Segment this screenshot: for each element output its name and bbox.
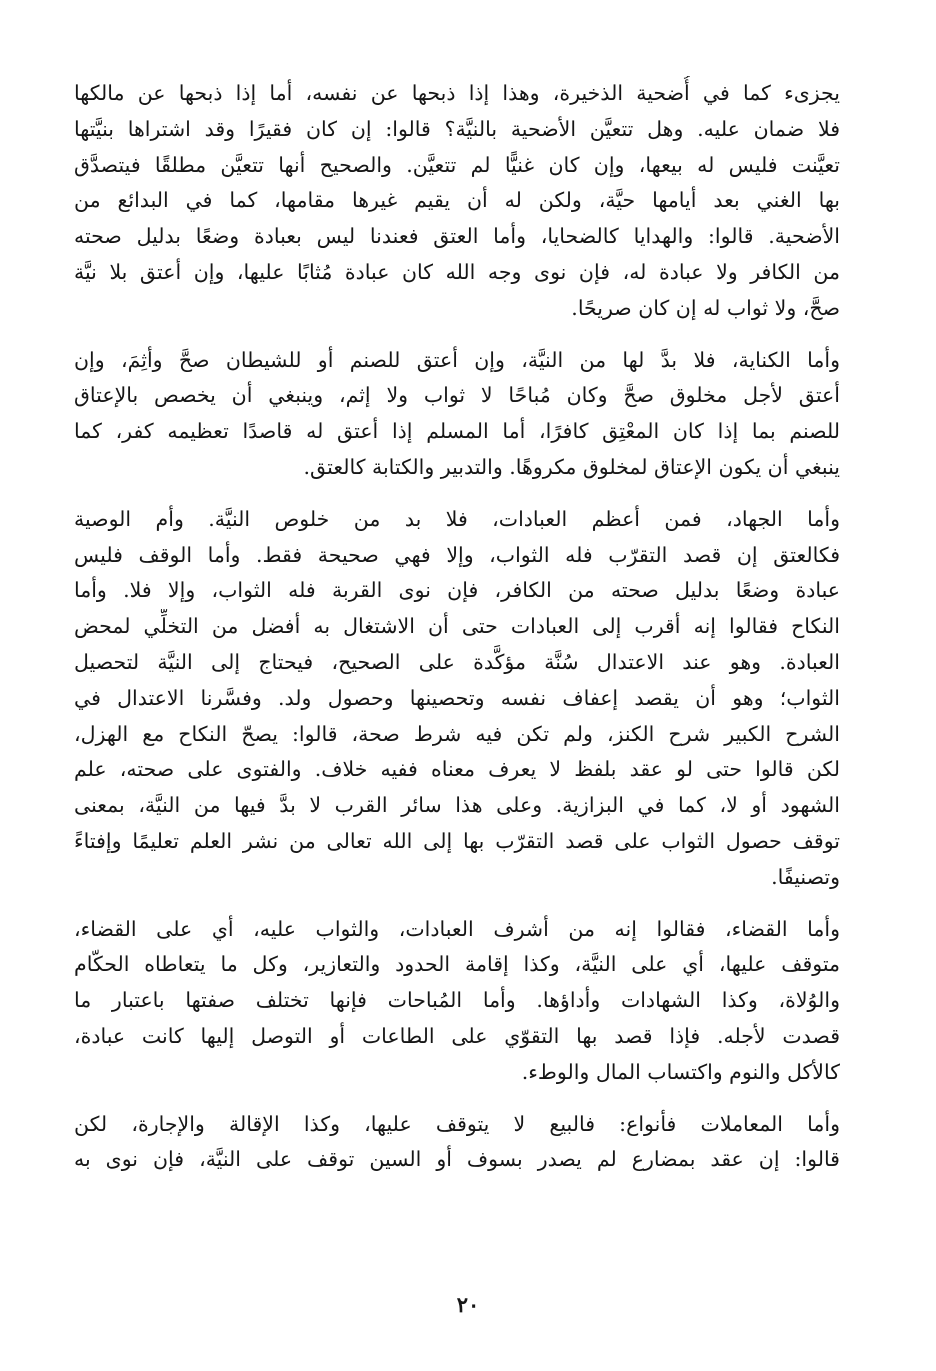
text-line: الشرح الكبير شرح الكنز، ولم تكن فيه شرط صحة، قالوا: يصحّ النكاح مع الهزل، [74, 721, 840, 746]
text-line: والوُلاة، وكذا الشهادات وأداؤها. وأما المُباحات فإنها تختلف صفتها باعتبار ما [74, 988, 840, 1013]
text-line: قصدت لأجله. فإذا قصد بها التقوّي على الطاعات أو التوصل إليها كانت عبادة، [74, 1023, 840, 1048]
text-line: وأما الكناية، فلا بدَّ لها من النيَّة، وإن أعتق للصنم أو للشيطان صحَّ وأثِمَ، وإن [74, 347, 840, 372]
text-line: لكن قالوا حتى لو عقد بلفظ لا يعرف معناه ففيه خلاف. والفتوى على صحته، علم [74, 757, 840, 782]
text-line: الشهود أو لا، كما في البزازية. وعلى هذا سائر القرب لا بدَّ فيها من النيَّة، بمعنى [74, 793, 840, 818]
text-line: الثواب؛ وهو أن يقصد إعفاف نفسه وتحصينها وحصول ولد. وفسَّرنا الاعتدال في [74, 685, 840, 710]
text-line: توقف حصول الثواب على قصد التقرّب بها إلى الله تعالى من نشر العلم تعليمًا وإفتاءً [74, 828, 840, 853]
text-line: فلا ضمان عليه. وهل تتعيَّن الأضحية بالنيَّة؟ قالوا: إن كان فقيرًا وقد اشتراها بنيَّتها [74, 116, 840, 141]
page-body [74, 76, 840, 1194]
text-line: قالوا: إن عقد بمضارع لم يصدر بسوف أو السين توقف على النيَّة، فإن نوى به [74, 1147, 840, 1172]
text-line: وأما الجهاد، فمن أعظم العبادات، فلا بد من خلوص النيَّة. وأم الوصية [74, 506, 840, 531]
paragraph-judgeship [74, 912, 840, 1091]
text-line: فكالعتق إن قصد التقرّب فله الثواب، وإلا فهي صحيحة فقط. وأما الوقف فليس [74, 542, 840, 567]
text-line: وتصنيفًا. [771, 864, 840, 889]
text-line: النكاح فقالوا إنه أقرب إلى العبادات حتى أن الاشتغال به أفضل من التخلِّي لمحض [74, 614, 840, 639]
text-line: أعتق لأجل مخلوق صحَّ وكان مُباحًا لا ثواب ولا إثم، وينبغي أن يخصص بالإعتاق [74, 383, 840, 408]
text-line: بها الغني بعد أيامها حيَّة، ولكن له أن يقيم غيرها مقامها، كما في البدائع من [74, 188, 840, 213]
text-line: صحَّ، ولا ثواب له إن كان صريحًا. [571, 295, 840, 320]
paragraph-transactions [74, 1107, 840, 1179]
page-number: ٢٠ [456, 1292, 480, 1317]
text-line: وأما القضاء، فقالوا إنه من أشرف العبادات، والثواب عليه، أي على القضاء، [74, 916, 840, 941]
text-line: كالأكل والنوم واكتساب المال والوطء. [521, 1059, 840, 1084]
text-line: العبادة. وهو عند الاعتدال سُنَّة مؤكَّدة على الصحيح، فيحتاج إلى النيَّة لتحصيل [74, 649, 840, 674]
paragraph-allusion [74, 343, 840, 486]
text-line: الأضحية. قالوا: والهدايا كالضحايا، وأما العتق فعندنا ليس بعبادة وضعًا بدليل صحته [74, 224, 840, 249]
text-line: للصنم بما إذا كان المعْتِق كافرًا، أما المسلم إذا أعتق له قاصدًا تعظيمه كفر، كما [74, 419, 840, 444]
text-line: تعيَّنت فليس له بيعها، وإن كان غنيًّا لم تتعيَّن. والصحيح أنها تتعيَّن مطلقًا فيتصدَّق [74, 152, 840, 177]
paragraph-jihad-and-marriage [74, 502, 840, 896]
text-line: متوقف عليها، أي على النيَّة، وكذا إقامة الحدود والتعازير، وكل ما يتعاطاه الحكّام [74, 952, 840, 977]
text-line: عبادة وضعًا بدليل صحته من الكافر، فإن نوى القربة فله الثواب، وإلا فلا. وأما [74, 578, 840, 603]
text-line: من الكافر ولا عبادة له، فإن نوى وجه الله كان عبادة مُثابًا عليها، وإن أعتق بلا نيَّة [74, 259, 840, 284]
text-line: وأما المعاملات فأنواع: فالبيع لا يتوقف عليها، وكذا الإقالة والإجارة، لكن [74, 1111, 840, 1136]
text-line: ينبغي أن يكون الإعتاق لمخلوق مكروهًا. والتدبير والكتابة كالعتق. [303, 454, 840, 479]
text-line: يجزىء كما في أُضحية الذخيرة، وهذا إذا ذبحها عن نفسه، أما إذا ذبحها عن مالكها [74, 81, 840, 105]
paragraph-sacrifice-and-manumission [74, 76, 840, 327]
